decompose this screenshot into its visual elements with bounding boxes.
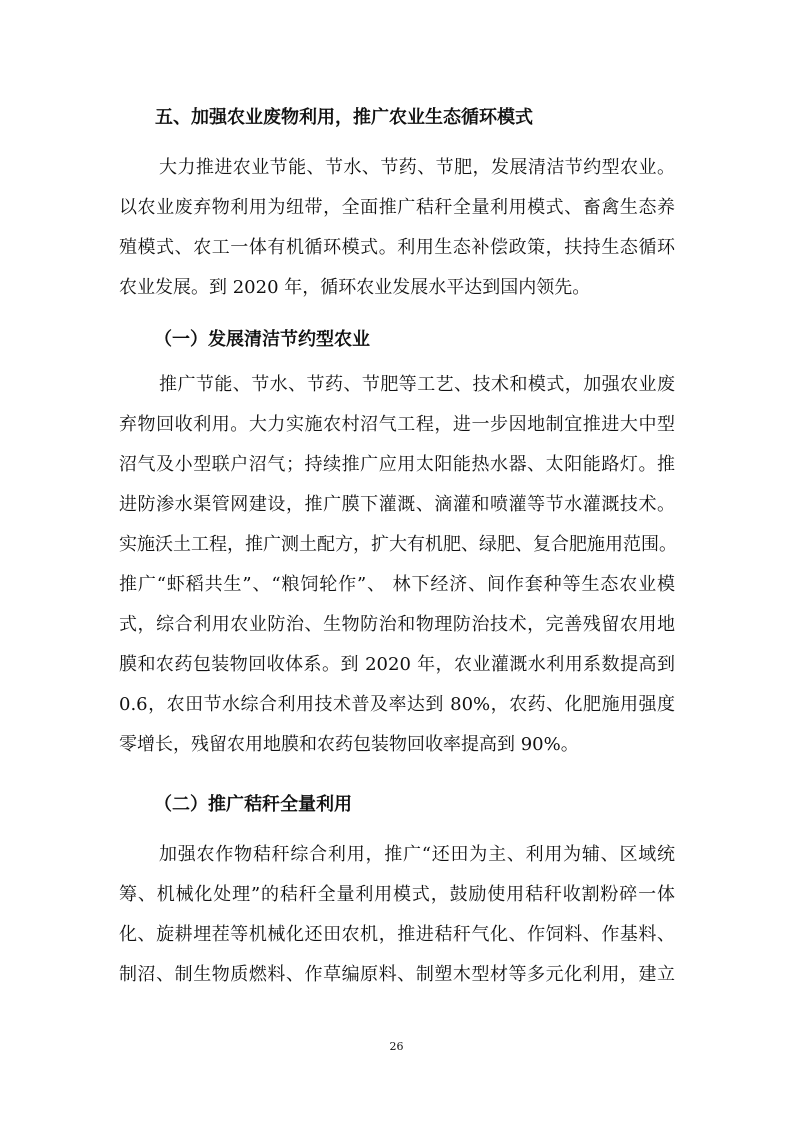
paragraph-2-line-1: 推广节能、节水、节药、节肥等工艺、技术和模式，加强农业废: [159, 374, 675, 395]
section-heading-5: 五、加强农业废物利用，推广农业生态循环模式: [155, 107, 533, 128]
paragraph-3-line-1: 加强农作物秸秆综合利用，推广“还田为主、利用为辅、区域统: [159, 844, 675, 865]
subsection-heading-2: （二）推广秸秆全量利用: [154, 794, 352, 815]
paragraph-3-line-4: 制沼、制生物质燃料、作草编原料、制塑木型材等多元化利用，建立: [119, 964, 675, 985]
paragraph-2-line-2: 弃物回收利用。大力实施农村沼气工程，进一步因地制宜推进大中型: [119, 414, 675, 435]
paragraph-1-line-2: 以农业废弃物利用为纽带，全面推广秸秆全量利用模式、畜禽生态养: [119, 197, 675, 218]
paragraph-2-line-5: 实施沃土工程，推广测土配方，扩大有机肥、绿肥、复合肥施用范围。: [119, 534, 677, 555]
paragraph-2-line-3: 沼气及小型联户沼气；持续推广应用太阳能热水器、太阳能路灯。推: [119, 454, 675, 475]
paragraph-2-line-6: 推广“虾稻共生”、“粮饲轮作”、 林下经济、间作套种等生态农业模: [119, 574, 675, 595]
page-number: 26: [389, 1040, 404, 1053]
paragraph-2-line-4: 进防渗水渠管网建设，推广膜下灌溉、滴灌和喷灌等节水灌溉技术。: [119, 494, 675, 515]
paragraph-3-line-3: 化、旋耕埋茬等机械化还田农机，推进秸秆气化、作饲料、作基料、: [119, 924, 675, 945]
paragraph-2-line-7: 式，综合利用农业防治、生物防治和物理防治技术，完善残留农用地: [119, 614, 675, 635]
paragraph-1-line-3: 殖模式、农工一体有机循环模式。利用生态补偿政策，扶持生态循环: [119, 237, 675, 258]
paragraph-1-line-1: 大力推进农业节能、节水、节药、节肥，发展清洁节约型农业。: [159, 157, 675, 178]
paragraph-2-line-8: 膜和农药包装物回收体系。到 2020 年，农业灌溉水利用系数提高到: [119, 654, 675, 675]
subsection-heading-1: （一）发展清洁节约型农业: [154, 329, 370, 350]
paragraph-2-line-9: 0.6，农田节水综合利用技术普及率达到 80%，农药、化肥施用强度: [119, 694, 675, 715]
paragraph-1-line-4: 农业发展。到 2020 年，循环农业发展水平达到国内领先。: [119, 277, 591, 298]
paragraph-3-line-2: 筹、机械化处理”的秸秆全量利用模式，鼓励使用秸秆收割粉碎一体: [119, 884, 675, 905]
paragraph-2-line-10: 零增长，残留农用地膜和农药包装物回收率提高到 90%。: [119, 734, 579, 755]
